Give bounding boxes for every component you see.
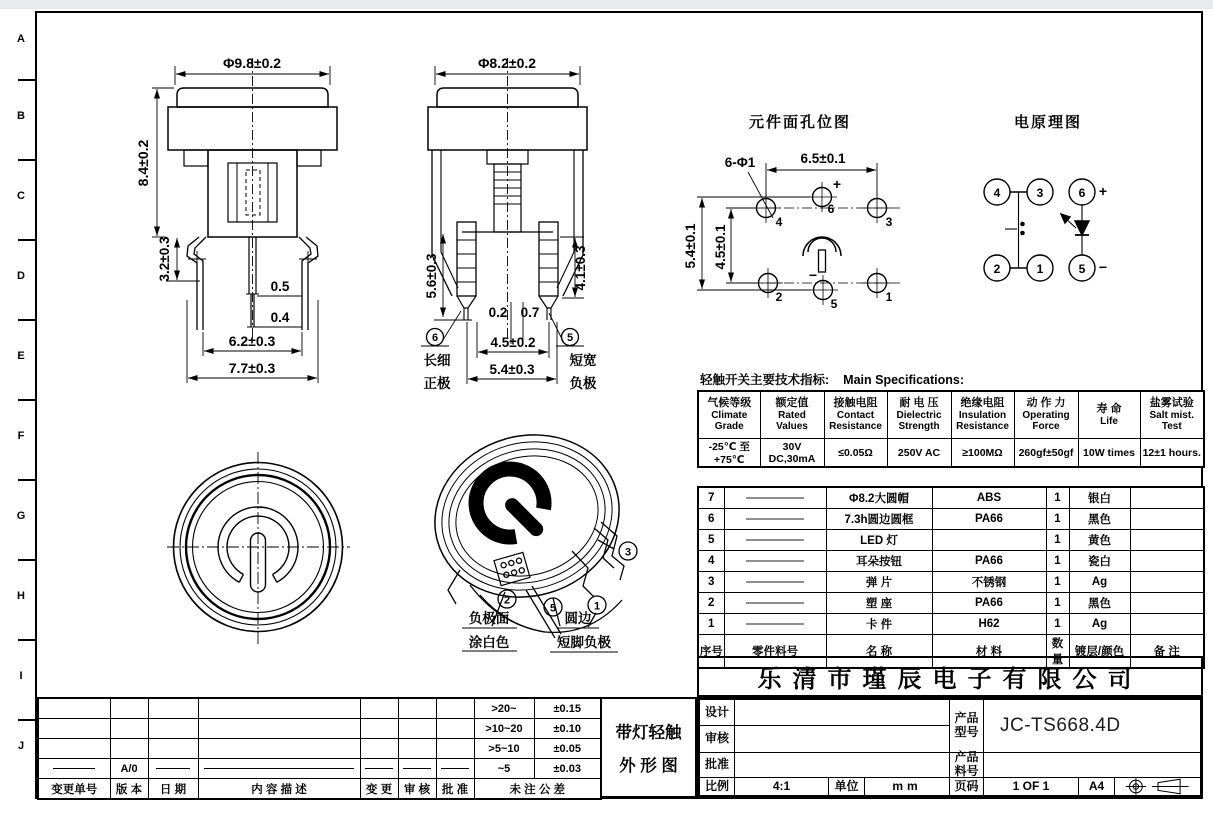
hole-map-title: 元件面孔位图 [748,114,852,131]
approve-value [734,752,950,778]
spec-caption-cn: 轻触开关主要技术指标: [700,373,830,387]
pin-6: 6 [1078,186,1086,200]
callout-6: 6 [431,332,439,344]
revision-version: A/0 [110,759,148,779]
design-label: 设计 [699,699,735,726]
spec-caption [700,370,964,388]
unit-value: mm [864,777,950,796]
pin-2: 2 [993,262,1001,276]
sheet-size: A4 [1078,777,1115,796]
callout-5: 5 [566,332,574,344]
holes [751,182,892,305]
isometric-view [420,425,665,665]
drawing-title-line1: 带灯轻触 [615,724,682,742]
product-model: JC-TS668.4D [983,699,1201,753]
page-value: 1 OF 1 [983,777,1079,796]
hole-1: 1 [885,290,893,304]
dim-leg-right: 4.1±0.3 [573,245,588,291]
hole-4: 4 [775,215,783,229]
front-view-small-cap [413,45,613,400]
revision-entry-row: A/0 ~5 ±0.03 [38,759,601,779]
main-specifications-table [697,390,1205,468]
dim-inner-span: 6.2±0.3 [228,333,276,349]
dim-pin-offset: 0.2 [488,305,508,320]
dim-pin-width-1: 0.5 [270,279,290,294]
hole-6: 6 [827,202,835,216]
part-no-label: 产品 料号 [949,752,984,778]
minus-mark: − [1098,259,1108,275]
top-view-cap [163,450,355,647]
spec-header-row: 气候等级 Climate Grade 额定值 Rated Values 接触电阻 Contact Resistance 耐 电 压 Dielectric Strength 绝缘电阻 Insulation Resistance 动 作 力 Operating Force 寿 命 Life 盐雾试验 Salt mist. Test [698,391,1204,439]
zone-letter: D [17,270,25,282]
pin-4: 4 [993,186,1001,200]
review-label: 审核 [699,725,735,753]
label-painted-white: 涂白色 [468,635,510,650]
pin6-label-line2: 正极 [423,376,451,391]
pin-1: 1 [1036,262,1044,276]
drawing-title-line2: 外 形 图 [619,757,678,775]
top-strip [0,0,1213,9]
page-label: 页码 [949,777,984,796]
zone-letter: J [17,740,25,752]
plus-mark: + [1098,183,1108,199]
approve-label: 批准 [699,752,735,778]
bom-header-row: 序号 零件料号 名 称 材 料 数量 镀层/颜色 备 注 [698,635,1204,669]
pin6-label-line1: 长细 [423,353,451,368]
zone-letter: F [17,430,25,442]
label-negative-face: 负极面 [468,611,510,626]
zone-letter: B [17,110,25,122]
unit-label: 单位 [828,777,865,796]
zone-letter: H [17,590,25,602]
dim-vertical-outer: 5.4±0.1 [683,223,698,269]
schematic-title: 电原理图 [1013,114,1083,131]
callout-2: 2 [503,594,511,607]
dim-cap-diameter: Φ9.8±0.2 [222,55,282,71]
cap-3d [420,425,638,652]
first-angle-projection-icon [1118,778,1198,795]
dim-pin-pitch: 0.7 [520,305,540,320]
dim-vertical-inner: 4.5±0.1 [713,224,728,270]
company-name: 乐清市瑾辰电子有限公司 [697,656,1203,697]
dim-cap-diameter: Φ8.2±0.2 [477,55,537,71]
table-row: 1 卡 件 H62 1 Ag [698,614,1204,635]
model-label: 产品 型号 [949,699,984,753]
pin5-label-line2: 负极 [569,376,597,391]
zone-letter: A [17,33,25,45]
scale-value: 4:1 [734,777,829,796]
hole-3: 3 [885,215,893,229]
minus-mark: − [808,267,818,283]
revision-table [37,697,602,800]
table-row: 7 Φ8.2大圆帽 ABS 1 银白 [698,487,1204,509]
design-value [734,699,950,726]
hole-2: 2 [775,290,783,304]
power-icon [462,455,560,553]
spec-values-row: -25℃ 至 +75℃ 30V DC,30mA ≤0.05Ω 250V AC ≥100MΩ 260gf±50gf 10W times 12±1 hours. [698,439,1204,468]
dim-inner-span: 4.5±0.2 [490,335,536,350]
zone-letter: I [19,670,23,682]
spec-caption-en: Main Specifications: [843,373,965,387]
dim-outer-span: 7.7±0.3 [228,360,276,376]
dim-horizontal: 6.5±0.1 [800,151,846,166]
pin-5: 5 [1078,262,1086,276]
cap-rings [167,452,350,644]
table-row: >5~10 ±0.05 [38,739,601,759]
dim-pin-width-2: 0.4 [270,310,290,325]
dim-outer-span: 5.4±0.3 [489,362,535,377]
dim-side: 3.2±0.3 [157,236,172,282]
title-block [697,697,1203,798]
pin5-label-line1: 短宽 [569,353,597,368]
callout-5: 5 [549,602,557,615]
bill-of-materials-table [697,486,1205,669]
dim-height: 8.4±0.2 [135,139,151,187]
front-view-large-cap [130,45,360,390]
zone-letter: E [17,350,25,362]
scale-label: 比例 [699,777,735,796]
label-round-edge: 圆边 [564,611,592,626]
table-row: 6 7.3h圆边圆框 PA66 1 黑色 [698,509,1204,530]
table-row: 5 LED 灯 1 黄色 [698,530,1204,551]
callout-3: 3 [624,546,632,559]
callout-1: 1 [593,600,601,613]
dim-leg-left: 5.6±0.3 [424,253,439,299]
drawing-title [600,697,697,798]
pin-3: 3 [1036,186,1044,200]
revision-header-row: 变更单号 版 本 日 期 内 容 描 述 变 更 审 核 批 准 未 注 公 差 [38,779,601,800]
hole-5: 5 [830,297,838,311]
table-row: >10~20 ±0.10 [38,719,601,739]
zone-letter: C [17,190,25,202]
table-row: 2 塑 座 PA66 1 黑色 [698,593,1204,614]
table-row: 4 耳朵按钮 PA66 1 瓷白 [698,551,1204,572]
zone-letter: G [16,510,26,522]
circuit-schematic [972,100,1125,295]
table-row: >20~ ±0.15 [38,698,601,719]
table-row: 3 弹 片 不锈钢 1 Ag [698,572,1204,593]
review-value [734,725,950,753]
label-short-leg-negative: 短脚负极 [557,635,611,650]
part-no-value [983,752,1201,778]
pcb-hole-position-diagram [680,100,915,325]
plus-mark: + [832,176,842,192]
projection-symbol-cell [1114,777,1201,796]
dim-hole-count: 6-Φ1 [724,155,756,170]
